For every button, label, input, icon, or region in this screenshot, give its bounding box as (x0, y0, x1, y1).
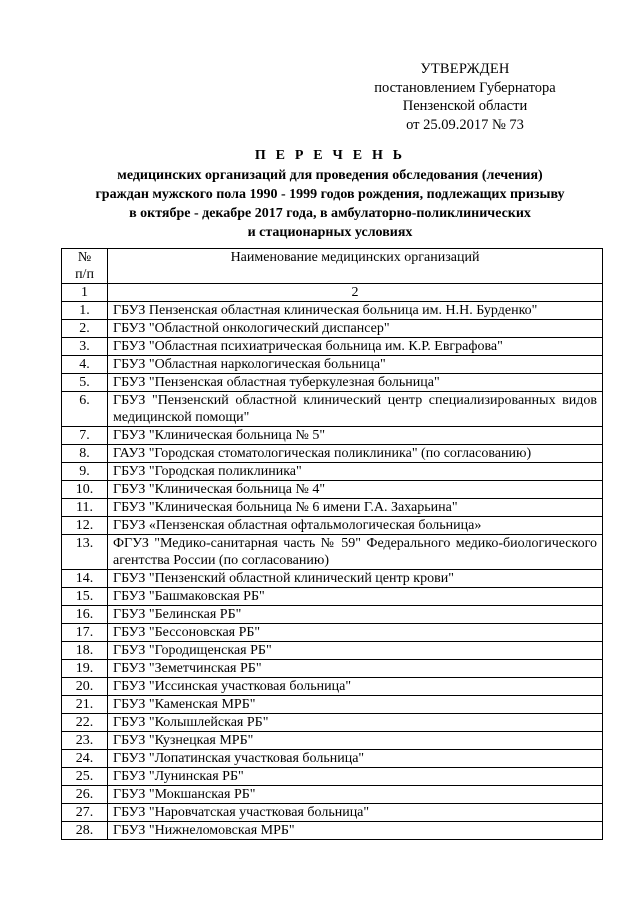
row-number: 15. (62, 588, 108, 606)
title-line: медицинских организаций для проведения обследования (лечения) (117, 168, 543, 183)
header-num-abbr: п/п (75, 267, 94, 282)
row-number: 13. (62, 535, 108, 570)
table-row (62, 499, 603, 517)
table-row (62, 732, 603, 750)
column-index-row (62, 284, 603, 302)
approval-authority: постановлением Губернатора (374, 79, 556, 96)
table-row (62, 660, 603, 678)
organization-name: ГБУЗ "Областная наркологическая больница" (108, 356, 603, 374)
table-row (62, 338, 603, 356)
approval-stamp (340, 60, 590, 134)
approval-date: от 25.09.2017 № 73 (406, 116, 524, 133)
row-number: 9. (62, 463, 108, 481)
organization-name: ГАУЗ "Городская стоматологическая поликлиника" (по согласованию) (108, 445, 603, 463)
organization-name: ГБУЗ "Пензенский областной клинический центр крови" (108, 570, 603, 588)
organization-name: ГБУЗ "Нижнеломовская МРБ" (108, 822, 603, 840)
organization-name: ГБУЗ "Белинская РБ" (108, 606, 603, 624)
row-number: 25. (62, 768, 108, 786)
table-header-row (62, 249, 603, 284)
row-number: 27. (62, 804, 108, 822)
organization-name: ГБУЗ "Каменская МРБ" (108, 696, 603, 714)
table-row (62, 588, 603, 606)
row-number: 23. (62, 732, 108, 750)
row-number: 4. (62, 356, 108, 374)
organization-name: ГБУЗ "Бессоновская РБ" (108, 624, 603, 642)
row-number: 5. (62, 374, 108, 392)
organization-name: ГБУЗ "Клиническая больница № 6 имени Г.А. Захарьина" (108, 499, 603, 517)
organization-name: ГБУЗ "Областной онкологический диспансер" (108, 320, 603, 338)
column-header-number (62, 249, 108, 284)
organization-name: ГБУЗ "Иссинская участковая больница" (108, 678, 603, 696)
table-row (62, 822, 603, 840)
organization-name: ГБУЗ "Городская поликлиника" (108, 463, 603, 481)
row-number: 10. (62, 481, 108, 499)
table-body (62, 284, 603, 840)
row-number: 12. (62, 517, 108, 535)
table-row (62, 642, 603, 660)
header-num-symbol: № (77, 250, 92, 265)
document-title (60, 146, 600, 242)
column-index-2: 2 (108, 284, 603, 302)
table-row (62, 535, 603, 570)
table-row (62, 804, 603, 822)
row-number: 3. (62, 338, 108, 356)
row-number: 11. (62, 499, 108, 517)
organization-name: ФГУЗ "Медико-санитарная часть № 59" Федерального медико-биологического агентства России (по согласованию) (108, 535, 603, 570)
row-number: 24. (62, 750, 108, 768)
approval-heading: УТВЕРЖДЕН (420, 61, 510, 77)
table-row (62, 374, 603, 392)
organization-name: ГБУЗ "Городищенская РБ" (108, 642, 603, 660)
row-number: 26. (62, 786, 108, 804)
title-line: в октябре - декабре 2017 года, в амбулаторно-поликлинических (129, 206, 531, 221)
row-number: 22. (62, 714, 108, 732)
organization-name: ГБУЗ Пензенская областная клиническая больница им. Н.Н. Бурденко" (108, 302, 603, 320)
row-number: 8. (62, 445, 108, 463)
table-row (62, 696, 603, 714)
table-row (62, 750, 603, 768)
organizations-table (61, 248, 603, 840)
table-row (62, 392, 603, 427)
organization-name: ГБУЗ "Лунинская РБ" (108, 768, 603, 786)
organization-name: ГБУЗ "Пензенская областная туберкулезная больница" (108, 374, 603, 392)
row-number: 17. (62, 624, 108, 642)
table-row (62, 768, 603, 786)
row-number: 16. (62, 606, 108, 624)
row-number: 2. (62, 320, 108, 338)
title-main: П Е Р Е Ч Е Н Ь (254, 148, 406, 163)
organization-name: ГБУЗ "Клиническая больница № 4" (108, 481, 603, 499)
table-row (62, 481, 603, 499)
row-number: 19. (62, 660, 108, 678)
title-line: граждан мужского пола 1990 - 1999 годов рождения, подлежащих призыву (95, 187, 565, 202)
approval-region: Пензенской области (402, 98, 528, 114)
row-number: 21. (62, 696, 108, 714)
table-row (62, 570, 603, 588)
table-row (62, 463, 603, 481)
organization-name: ГБУЗ "Земетчинская РБ" (108, 660, 603, 678)
table-row (62, 624, 603, 642)
organization-name: ГБУЗ "Пензенский областной клинический центр специализированных видов медицинской помощи" (108, 392, 603, 427)
row-number: 14. (62, 570, 108, 588)
organization-name: ГБУЗ "Наровчатская участковая больница" (108, 804, 603, 822)
table-row (62, 445, 603, 463)
organization-name: ГБУЗ "Кузнецкая МРБ" (108, 732, 603, 750)
table-row (62, 517, 603, 535)
organization-name: ГБУЗ "Башмаковская РБ" (108, 588, 603, 606)
organization-name: ГБУЗ "Колышлейская РБ" (108, 714, 603, 732)
table-row (62, 678, 603, 696)
table-row (62, 427, 603, 445)
row-number: 28. (62, 822, 108, 840)
row-number: 1. (62, 302, 108, 320)
organization-name: ГБУЗ "Клиническая больница № 5" (108, 427, 603, 445)
table-row (62, 302, 603, 320)
row-number: 7. (62, 427, 108, 445)
table-row (62, 786, 603, 804)
column-header-name: Наименование медицинских организаций (108, 249, 603, 284)
table-row (62, 714, 603, 732)
row-number: 20. (62, 678, 108, 696)
title-line: и стационарных условиях (247, 225, 413, 240)
organization-name: ГБУЗ "Областная психиатрическая больница им. К.Р. Евграфова" (108, 338, 603, 356)
table-row (62, 606, 603, 624)
organization-name: ГБУЗ "Лопатинская участковая больница" (108, 750, 603, 768)
row-number: 18. (62, 642, 108, 660)
organization-name: ГБУЗ «Пензенская областная офтальмологическая больница» (108, 517, 603, 535)
table-row (62, 356, 603, 374)
column-index-1: 1 (62, 284, 108, 302)
organization-name: ГБУЗ "Мокшанская РБ" (108, 786, 603, 804)
table-row (62, 320, 603, 338)
row-number: 6. (62, 392, 108, 427)
